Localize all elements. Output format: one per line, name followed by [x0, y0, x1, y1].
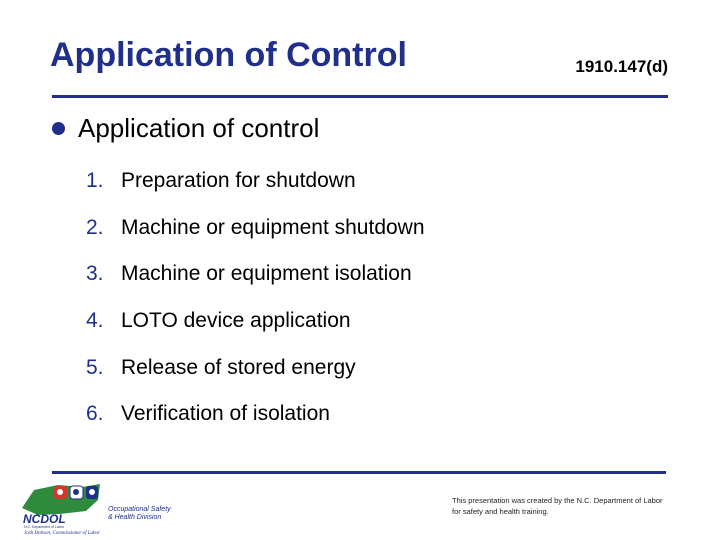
item-number: 2.	[86, 215, 104, 239]
logo-division-line2: & Health Division	[108, 514, 162, 521]
list-item	[86, 344, 425, 391]
logo-division-line1: Occupational Safety	[108, 506, 171, 513]
item-text: Machine or equipment shutdown	[121, 215, 425, 239]
item-text: Preparation for shutdown	[121, 169, 356, 193]
item-number: 4.	[86, 309, 104, 333]
list-item	[86, 391, 425, 438]
bullet-dot-icon	[52, 122, 65, 135]
footer-divider	[52, 471, 666, 474]
item-number: 1.	[86, 169, 104, 193]
main-bullet	[52, 113, 319, 144]
logo-acronym: NCDOL	[23, 512, 66, 526]
step-list	[86, 158, 425, 438]
list-item	[86, 251, 425, 298]
logo-department: N.C. Department of Labor	[24, 525, 65, 529]
list-item	[86, 158, 425, 205]
slide-title: Application of Control	[50, 36, 407, 74]
main-bullet-text: Application of control	[78, 113, 320, 143]
list-item	[86, 298, 425, 345]
logo-commissioner: Josh Dobson, Commissioner of Labor	[24, 531, 100, 536]
title-divider	[52, 95, 668, 98]
list-item	[86, 205, 425, 252]
item-text: LOTO device application	[121, 309, 351, 333]
item-text: Release of stored energy	[121, 355, 356, 379]
item-number: 3.	[86, 262, 104, 286]
item-text: Verification of isolation	[121, 402, 330, 426]
ncdol-logo	[20, 478, 190, 536]
standard-reference: 1910.147(d)	[575, 57, 668, 76]
item-text: Machine or equipment isolation	[121, 262, 412, 286]
credit-note: This presentation was created by the N.C. Department of Labor for safety and health training.	[452, 496, 663, 516]
item-number: 6.	[86, 402, 104, 426]
item-number: 5.	[86, 355, 104, 379]
